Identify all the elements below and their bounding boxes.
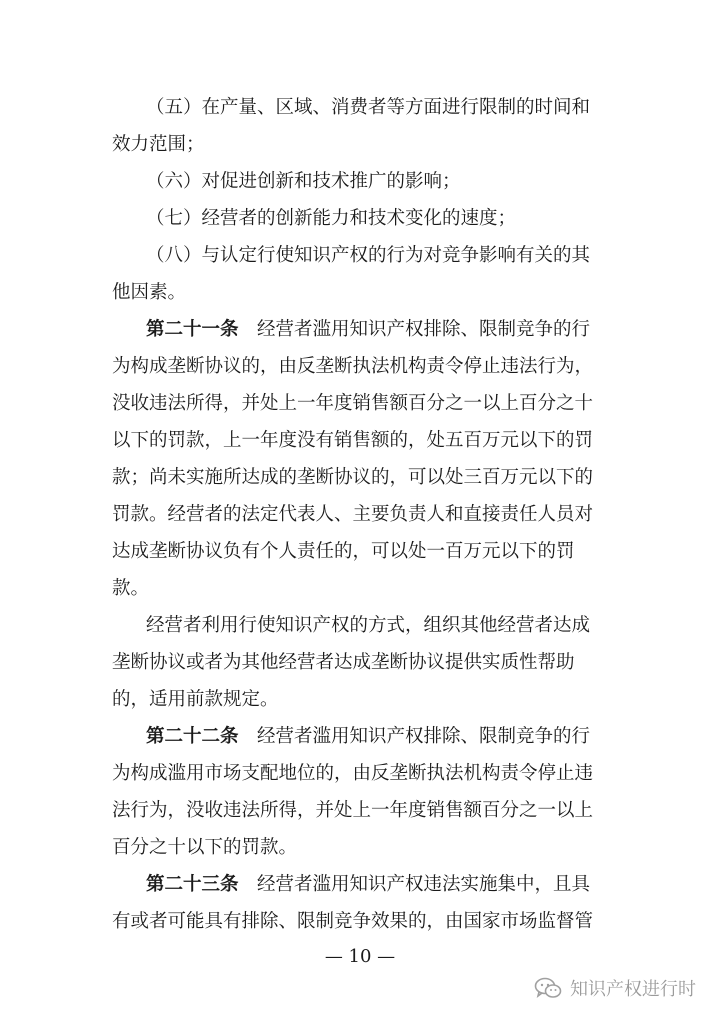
text-line: 款；尚未实施所达成的垄断协议的，可以处三百万元以下的 <box>112 467 594 488</box>
text-line: 法行为，没收违法所得，并处上一年度销售额百分之一以上 <box>112 800 594 821</box>
text-line: 为构成滥用市场支配地位的，由反垄断执法机构责令停止违 <box>112 763 594 784</box>
wechat-icon <box>534 977 562 999</box>
text-line: 效力范围； <box>112 134 205 155</box>
text-line: 为构成垄断协议的，由反垄断执法机构责令停止违法行为， <box>112 356 594 377</box>
text-line: （六）对促进创新和技术推广的影响； <box>146 171 461 192</box>
article-23-text: 经营者滥用知识产权违法实施集中，且具 <box>238 874 591 895</box>
text-line: （五）在产量、区域、消费者等方面进行限制的时间和 <box>146 97 591 118</box>
watermark <box>534 975 696 1001</box>
article-21-text: 经营者滥用知识产权排除、限制竞争的行 <box>238 319 591 340</box>
watermark-text: 知识产权进行时 <box>570 979 696 1000</box>
text-line: 没收违法所得，并处上一年度销售额百分之一以上百分之十 <box>112 393 594 414</box>
text-line: 的，适用前款规定。 <box>112 689 279 710</box>
text-line: 达成垄断协议负有个人责任的，可以处一百万元以下的罚 <box>112 541 575 562</box>
text-line: （八）与认定行使知识产权的行为对竞争影响有关的其 <box>146 245 591 266</box>
text-line: 以下的罚款，上一年度没有销售额的，处五百万元以下的罚 <box>112 430 594 451</box>
article-21-heading: 第二十一条 <box>146 319 239 340</box>
text-line: 他因素。 <box>112 282 187 303</box>
text-line: 罚款。经营者的法定代表人、主要负责人和直接责任人员对 <box>112 504 594 525</box>
article-22-heading: 第二十二条 <box>146 726 239 747</box>
text-line: 百分之十以下的罚款。 <box>112 837 298 858</box>
text-line: 垄断协议或者为其他经营者达成垄断协议提供实质性帮助 <box>112 652 575 673</box>
text-line: 有或者可能具有排除、限制竞争效果的，由国家市场监督管 <box>112 911 594 932</box>
text-line: 经营者利用行使知识产权的方式，组织其他经营者达成 <box>146 615 591 636</box>
article-21-first-line <box>146 318 590 342</box>
text-line: 款。 <box>112 578 150 599</box>
article-22-first-line <box>146 725 590 749</box>
article-22-text: 经营者滥用知识产权排除、限制竞争的行 <box>238 726 591 747</box>
article-23-heading: 第二十三条 <box>146 874 239 895</box>
page-number: — 10 — <box>324 946 396 967</box>
article-23-first-line <box>146 873 590 897</box>
text-line: （七）经营者的创新能力和技术变化的速度； <box>146 208 517 229</box>
